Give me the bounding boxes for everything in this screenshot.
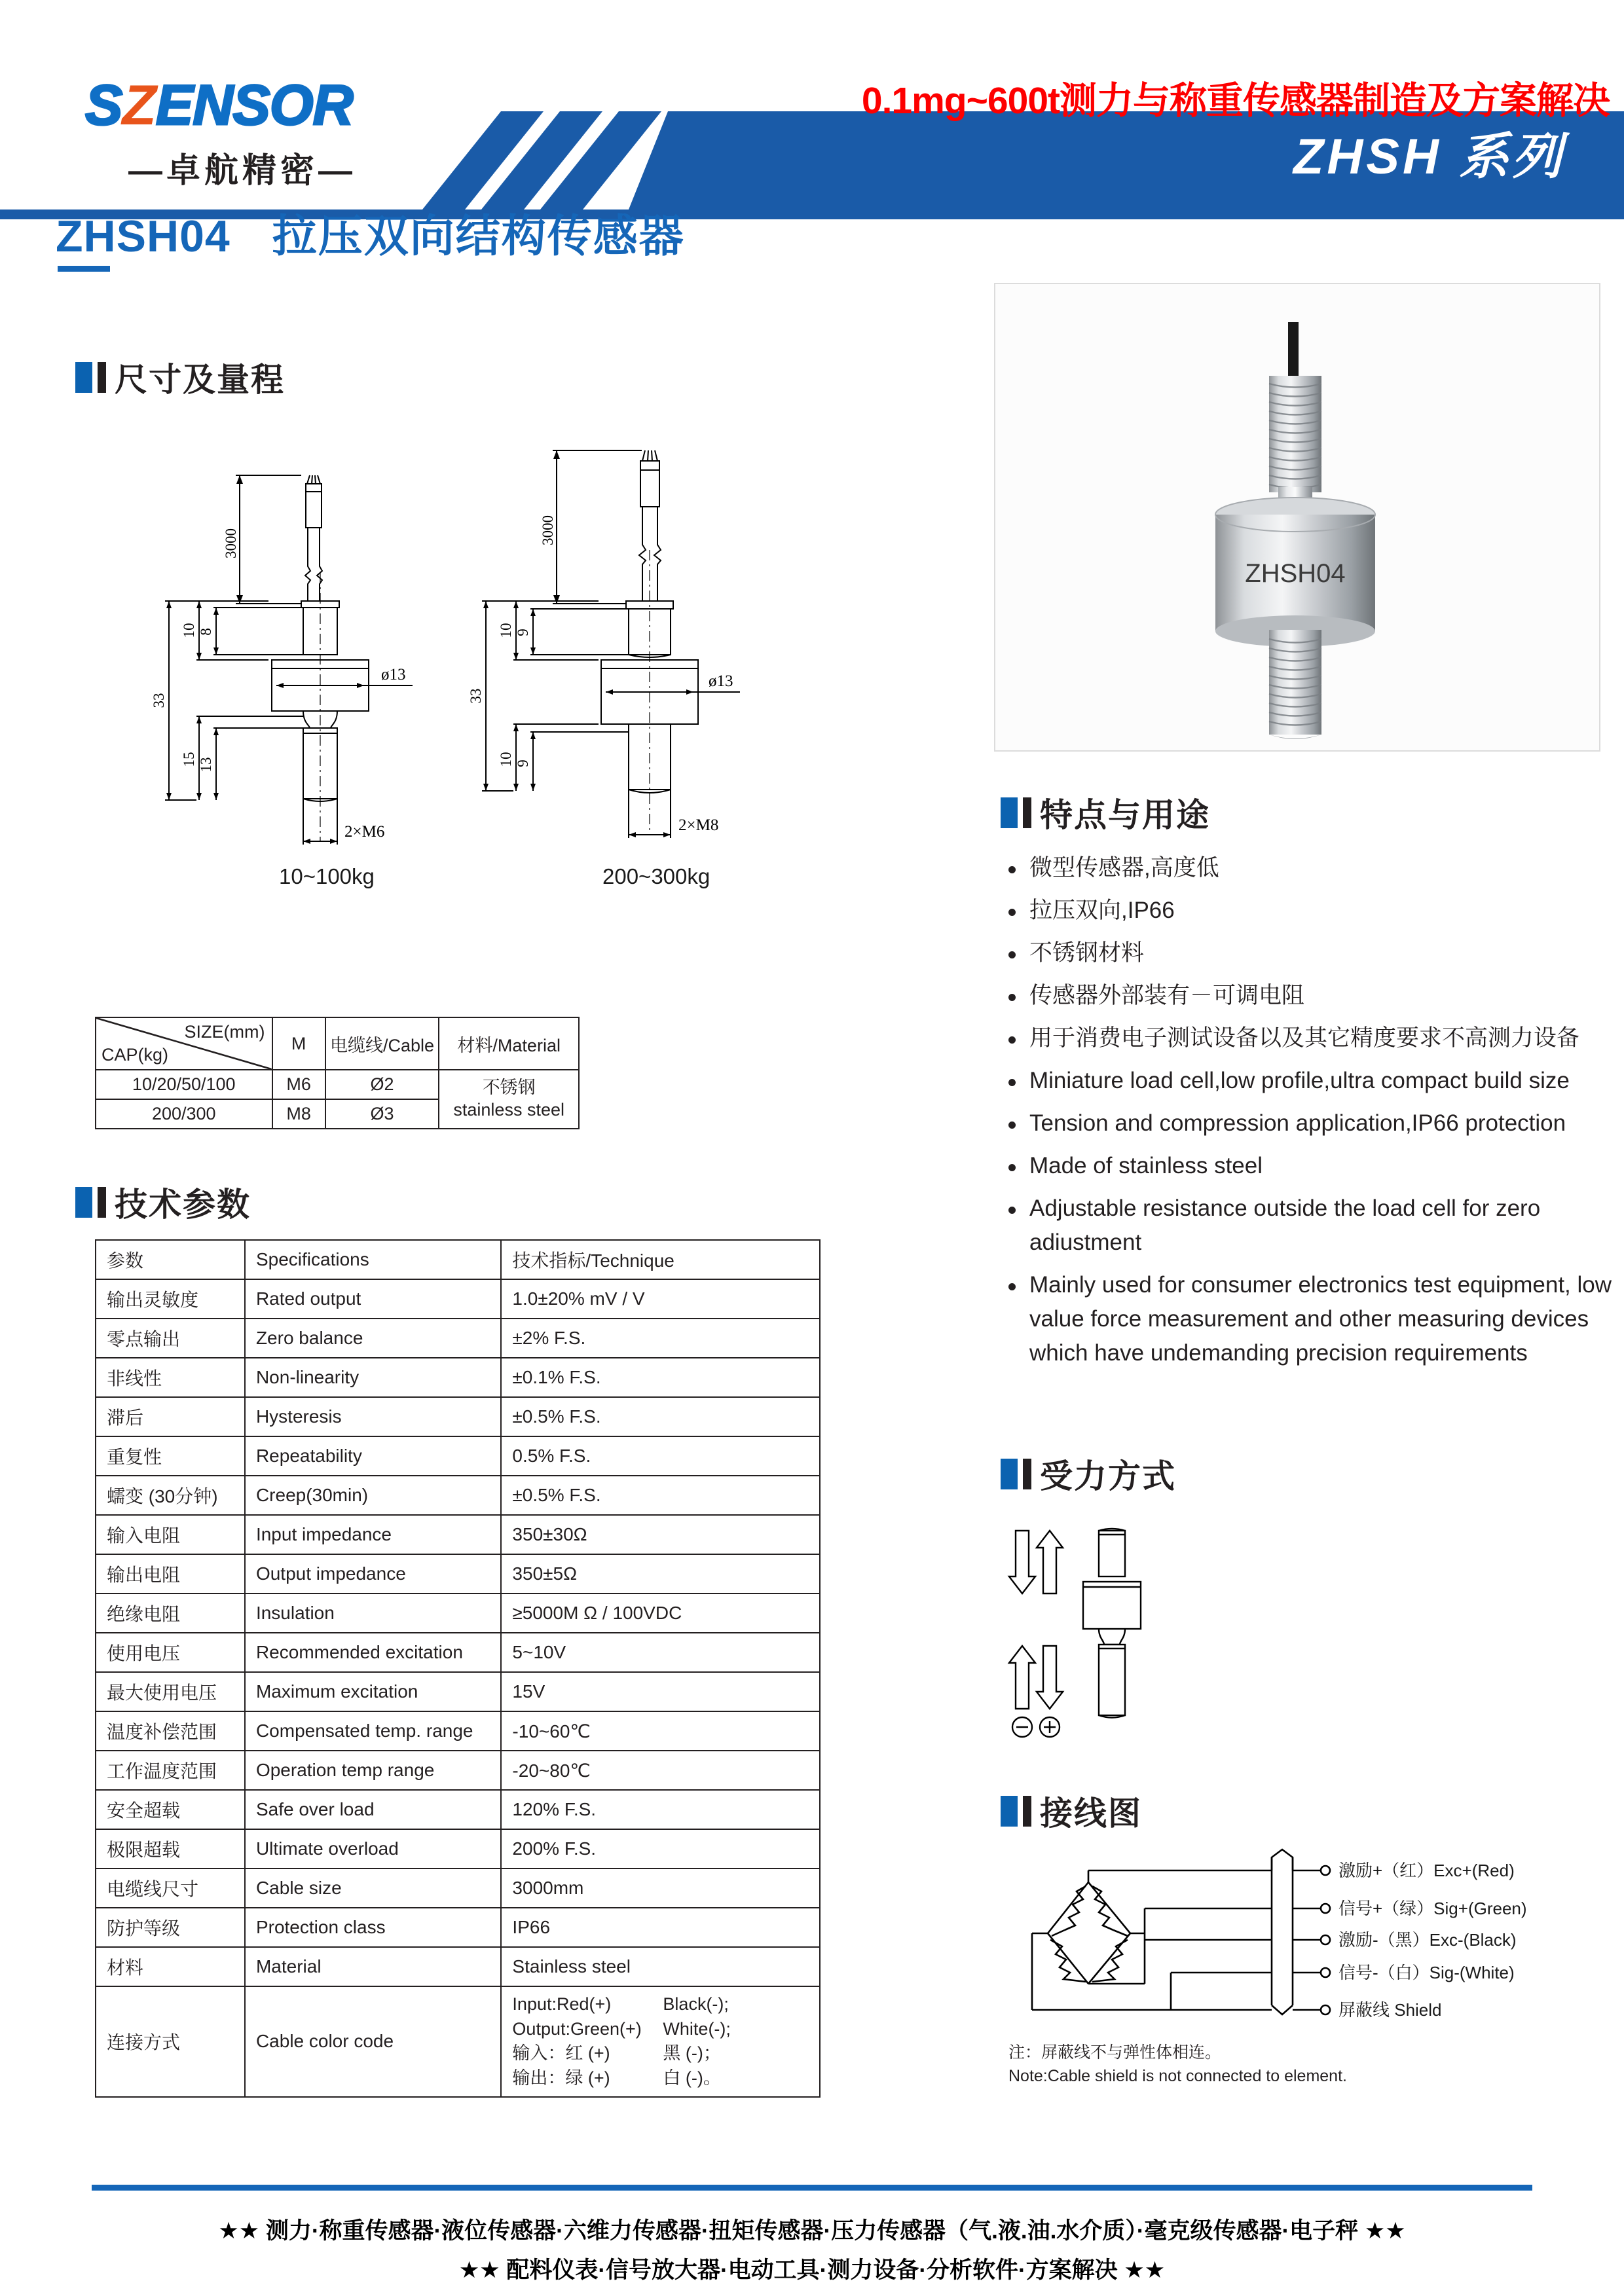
table-row xyxy=(96,1672,820,1711)
table-row xyxy=(96,1594,820,1633)
product-photo-label: ZHSH04 xyxy=(1245,559,1346,588)
cap-size-diagonal-header xyxy=(96,1017,272,1070)
drawing-caption-right: 200~300kg xyxy=(602,864,710,888)
wiring-note-en: Note:Cable shield is not connected to element. xyxy=(1008,2067,1347,2086)
spec-name-en: Compensated temp. range xyxy=(245,1711,501,1751)
section-marker-blue xyxy=(1001,1459,1018,1489)
table-row xyxy=(96,1515,820,1554)
wiring-note xyxy=(1008,2041,1347,2088)
col-header-spec: Specifications xyxy=(245,1240,501,1279)
table-row xyxy=(96,1279,820,1319)
table-row xyxy=(96,1868,820,1908)
size-header-label: SIZE(mm) xyxy=(184,1022,265,1042)
table-row xyxy=(96,1554,820,1594)
spec-value: 0.5% F.S. xyxy=(501,1436,820,1476)
section-label: 受力方式 xyxy=(1040,1458,1176,1495)
spec-name-en: Repeatability xyxy=(245,1436,501,1476)
col-header-material: 材料/Material xyxy=(439,1017,579,1070)
spec-name-en: Ultimate overload xyxy=(245,1829,501,1868)
svg-text:2×M8: 2×M8 xyxy=(678,816,719,834)
spec-value: ±0.5% F.S. xyxy=(501,1476,820,1515)
svg-text:10: 10 xyxy=(498,752,514,767)
logo-wordmark xyxy=(85,74,426,137)
section-header-force-mode xyxy=(1001,1450,1176,1497)
section-label: 特点与用途 xyxy=(1040,797,1210,833)
spec-name-cn: 连接方式 xyxy=(96,1986,245,2097)
material-cn: 不锈钢 xyxy=(482,1078,536,1098)
svg-text:10: 10 xyxy=(498,623,514,638)
drawing-caption-left: 10~100kg xyxy=(279,864,375,888)
list-item: Adjustable resistance outside the load cell for zero adiustment xyxy=(1001,1192,1623,1260)
table-row xyxy=(96,1908,820,1947)
color-code-right: 黑 (-)； xyxy=(663,2043,721,2064)
spec-name-cn: 蠕变 (30分钟) xyxy=(96,1476,245,1515)
spec-value: 350±5Ω xyxy=(501,1554,820,1594)
color-code-left: 输入：红 (+) xyxy=(512,2043,610,2064)
table-row xyxy=(96,1711,820,1751)
table-row xyxy=(96,1829,820,1868)
table-row-header xyxy=(96,1017,579,1070)
col-header-cable: 电缆线/Cable xyxy=(325,1017,439,1070)
list-item: Mainly used for consumer electronics test equipment, low value force measurement and other measuring devices which have undemanding precision requirements xyxy=(1001,1268,1623,1370)
section-marker-blue xyxy=(1001,1796,1018,1827)
wiring-diagram-svg xyxy=(1008,1843,1598,2039)
spec-name-cn: 极限超载 xyxy=(96,1829,245,1868)
spec-name-cn: 工作温度范围 xyxy=(96,1751,245,1790)
spec-name-en: Input impedance xyxy=(245,1515,501,1554)
spec-name-en: Creep(30min) xyxy=(245,1476,501,1515)
spec-value: 5~10V xyxy=(501,1633,820,1672)
spec-name-en: Cable size xyxy=(245,1868,501,1908)
spec-name-cn: 输入电阻 xyxy=(96,1515,245,1554)
spec-value: 200% F.S. xyxy=(501,1829,820,1868)
cap-header-label: CAP(kg) xyxy=(101,1045,169,1065)
cell-cap-1: 10/20/50/100 xyxy=(96,1070,272,1099)
spec-name-en: Operation temp range xyxy=(245,1751,501,1790)
spec-name-cn: 安全超载 xyxy=(96,1790,245,1829)
company-logo xyxy=(85,74,426,208)
cell-cable-2: Ø3 xyxy=(325,1099,439,1129)
table-row xyxy=(96,1633,820,1672)
color-code-right: Black(-); xyxy=(663,1994,729,2014)
table-row xyxy=(96,1319,820,1358)
spec-name-en: Cable color code xyxy=(245,1986,501,2097)
spec-value: 350±30Ω xyxy=(501,1515,820,1554)
model-code: ZHSH04 xyxy=(56,211,231,261)
spec-value: 3000mm xyxy=(501,1868,820,1908)
table-row xyxy=(96,1397,820,1436)
table-row xyxy=(96,1947,820,1986)
wiring-note-cn: 注：屏蔽线不与弹性体相连。 xyxy=(1008,2043,1222,2062)
series-badge: ZHSH 系列 xyxy=(1293,129,1565,185)
spec-value: 120% F.S. xyxy=(501,1790,820,1829)
col-header-m: M xyxy=(272,1017,325,1070)
spec-value: ≥5000M Ω / 100VDC xyxy=(501,1594,820,1633)
spec-name-cn: 最大使用电压 xyxy=(96,1672,245,1711)
svg-text:10: 10 xyxy=(181,623,197,638)
col-header-param: 参数 xyxy=(96,1240,245,1279)
wiring-lead-label-3: 激励-（黑）Exc-(Black) xyxy=(1338,1930,1517,1950)
svg-text:33: 33 xyxy=(151,693,167,708)
list-item: 拉压双向,IP66 xyxy=(1001,894,1623,928)
drawing-svg xyxy=(151,432,871,956)
specifications-table xyxy=(95,1239,821,2098)
spec-name-en: Insulation xyxy=(245,1594,501,1633)
section-label: 接线图 xyxy=(1040,1795,1142,1832)
section-marker-dark xyxy=(1023,797,1031,828)
force-direction-diagram xyxy=(1001,1525,1367,1741)
table-row xyxy=(96,1070,579,1099)
table-row xyxy=(96,1358,820,1397)
spec-value: -10~60℃ xyxy=(501,1711,820,1751)
section-label: 尺寸及量程 xyxy=(115,361,285,398)
section-header-dimensions xyxy=(75,354,285,401)
section-marker-blue xyxy=(75,362,92,393)
list-item: Miniature load cell,low profile,ultra compact build size xyxy=(1001,1064,1623,1098)
wiring-lead-label-4: 信号-（白）Sig-(White) xyxy=(1338,1963,1515,1982)
table-row xyxy=(96,1751,820,1790)
features-list xyxy=(1001,851,1623,1379)
table-row xyxy=(96,1790,820,1829)
svg-text:ø13: ø13 xyxy=(381,666,406,683)
spec-value: 15V xyxy=(501,1672,820,1711)
list-item: 微型传感器,高度低 xyxy=(1001,851,1623,885)
list-item: Made of stainless steel xyxy=(1001,1149,1623,1183)
svg-text:9: 9 xyxy=(515,629,531,636)
footer-line-2: ★★ 配料仪表·信号放大器·电动工具·测力设备·分析软件·方案解决 ★★ xyxy=(458,2257,1166,2283)
wiring-lead-label-2: 信号+（绿）Sig+(Green) xyxy=(1338,1899,1527,1918)
spec-name-cn: 温度补偿范围 xyxy=(96,1711,245,1751)
wiring-lead-label-1: 激励+（红）Exc+(Red) xyxy=(1338,1861,1515,1880)
wiring-lead-label-5: 屏蔽线 Shield xyxy=(1338,2000,1442,2020)
spec-value: ±0.5% F.S. xyxy=(501,1397,820,1436)
section-marker-blue xyxy=(1001,797,1018,828)
section-marker-dark xyxy=(98,362,106,393)
section-marker-dark xyxy=(1023,1796,1031,1827)
svg-text:33: 33 xyxy=(468,688,484,704)
spec-name-cn: 输出电阻 xyxy=(96,1554,245,1594)
table-row-header xyxy=(96,1240,820,1279)
footer-divider xyxy=(92,2185,1532,2191)
spec-name-cn: 重复性 xyxy=(96,1436,245,1476)
spec-name-en: Recommended excitation xyxy=(245,1633,501,1672)
spec-value: Stainless steel xyxy=(501,1947,820,1986)
spec-name-cn: 防护等级 xyxy=(96,1908,245,1947)
svg-text:15: 15 xyxy=(181,752,197,767)
table-row xyxy=(96,1436,820,1476)
list-item: 用于消费电子测试设备以及其它精度要求不高测力设备 xyxy=(1001,1021,1623,1055)
logo-text-s: S xyxy=(85,74,122,137)
spec-value: ±2% F.S. xyxy=(501,1319,820,1358)
cell-cap-2: 200/300 xyxy=(96,1099,272,1129)
section-marker-blue xyxy=(75,1187,92,1218)
wiring-diagram xyxy=(1008,1843,1598,2039)
svg-text:3000: 3000 xyxy=(223,528,239,558)
spec-name-cn: 使用电压 xyxy=(96,1633,245,1672)
footer-line-1: ★★ 测力·称重传感器·液位传感器·六维力传感器·扭矩传感器·压力传感器（气.液.油.水介质）·毫克级传感器·电子秤 ★★ xyxy=(218,2218,1406,2244)
page-title xyxy=(56,201,685,264)
svg-text:2×M6: 2×M6 xyxy=(344,823,385,841)
spec-value: -20~80℃ xyxy=(501,1751,820,1790)
spec-name-en: Maximum excitation xyxy=(245,1672,501,1711)
cell-material xyxy=(439,1070,579,1129)
cable-color-code-grid xyxy=(512,1993,809,2090)
svg-text:8: 8 xyxy=(198,628,214,636)
spec-value xyxy=(501,1986,820,2097)
list-item: Tension and compression application,IP66 protection xyxy=(1001,1106,1623,1140)
spec-name-en: Output impedance xyxy=(245,1554,501,1594)
spec-value: 1.0±20% mV / V xyxy=(501,1279,820,1319)
spec-name-en: Safe over load xyxy=(245,1790,501,1829)
cell-m-2: M8 xyxy=(272,1099,325,1129)
product-photo xyxy=(994,283,1600,752)
header-tagline: 0.1mg~600t测力与称重传感器制造及方案解决 xyxy=(861,80,1610,122)
title-underline xyxy=(58,266,110,272)
spec-name-en: Material xyxy=(245,1947,501,1986)
color-code-left: Output:Green(+) xyxy=(512,2018,642,2039)
svg-text:13: 13 xyxy=(198,757,214,773)
section-marker-dark xyxy=(1023,1459,1031,1489)
logo-text-ensor: ENSOR xyxy=(155,74,353,137)
spec-name-en: Rated output xyxy=(245,1279,501,1319)
col-header-value: 技术指标/Technique xyxy=(501,1240,820,1279)
spec-name-cn: 零点输出 xyxy=(96,1319,245,1358)
svg-text:3000: 3000 xyxy=(540,515,556,545)
product-photo-render xyxy=(995,284,1599,750)
page-header xyxy=(0,0,1624,219)
cell-cable-1: Ø2 xyxy=(325,1070,439,1099)
capacity-size-table xyxy=(95,1017,580,1129)
material-en: stainless steel xyxy=(453,1100,564,1120)
list-item: 不锈钢材料 xyxy=(1001,936,1623,970)
spec-name-cn: 滞后 xyxy=(96,1397,245,1436)
spec-name-en: Protection class xyxy=(245,1908,501,1947)
logo-text-z: Z xyxy=(122,74,156,137)
list-item: 传感器外部装有－可调电阻 xyxy=(1001,979,1623,1013)
logo-subtitle: —卓航精密— xyxy=(128,152,356,190)
section-label: 技术参数 xyxy=(115,1186,251,1223)
spec-name-en: Zero balance xyxy=(245,1319,501,1358)
force-diagram-svg xyxy=(1001,1525,1367,1741)
table-row xyxy=(96,1986,820,2097)
spec-name-cn: 材料 xyxy=(96,1947,245,1986)
spec-value: IP66 xyxy=(501,1908,820,1947)
color-code-left: 输出：绿 (+) xyxy=(512,2068,610,2088)
section-header-tech-params xyxy=(75,1178,251,1226)
spec-name-cn: 输出灵敏度 xyxy=(96,1279,245,1319)
section-marker-dark xyxy=(98,1187,106,1218)
cell-m-1: M6 xyxy=(272,1070,325,1099)
spec-name-en: Non-linearity xyxy=(245,1358,501,1397)
table-row xyxy=(96,1476,820,1515)
spec-name-cn: 绝缘电阻 xyxy=(96,1594,245,1633)
color-code-right: 白 (-)。 xyxy=(663,2068,721,2088)
color-code-right: White(-); xyxy=(663,2018,731,2039)
svg-text:9: 9 xyxy=(515,759,531,767)
spec-name-en: Hysteresis xyxy=(245,1397,501,1436)
section-header-features xyxy=(1001,789,1210,836)
color-code-left: Input:Red(+) xyxy=(512,1994,612,2014)
spec-name-cn: 电缆线尺寸 xyxy=(96,1868,245,1908)
spec-value: ±0.1% F.S. xyxy=(501,1358,820,1397)
svg-text:ø13: ø13 xyxy=(709,672,733,690)
spec-name-cn: 非线性 xyxy=(96,1358,245,1397)
section-header-wiring xyxy=(1001,1787,1142,1834)
model-name: 拉压双向结构传感器 xyxy=(272,211,685,261)
dimension-drawings xyxy=(151,432,871,956)
